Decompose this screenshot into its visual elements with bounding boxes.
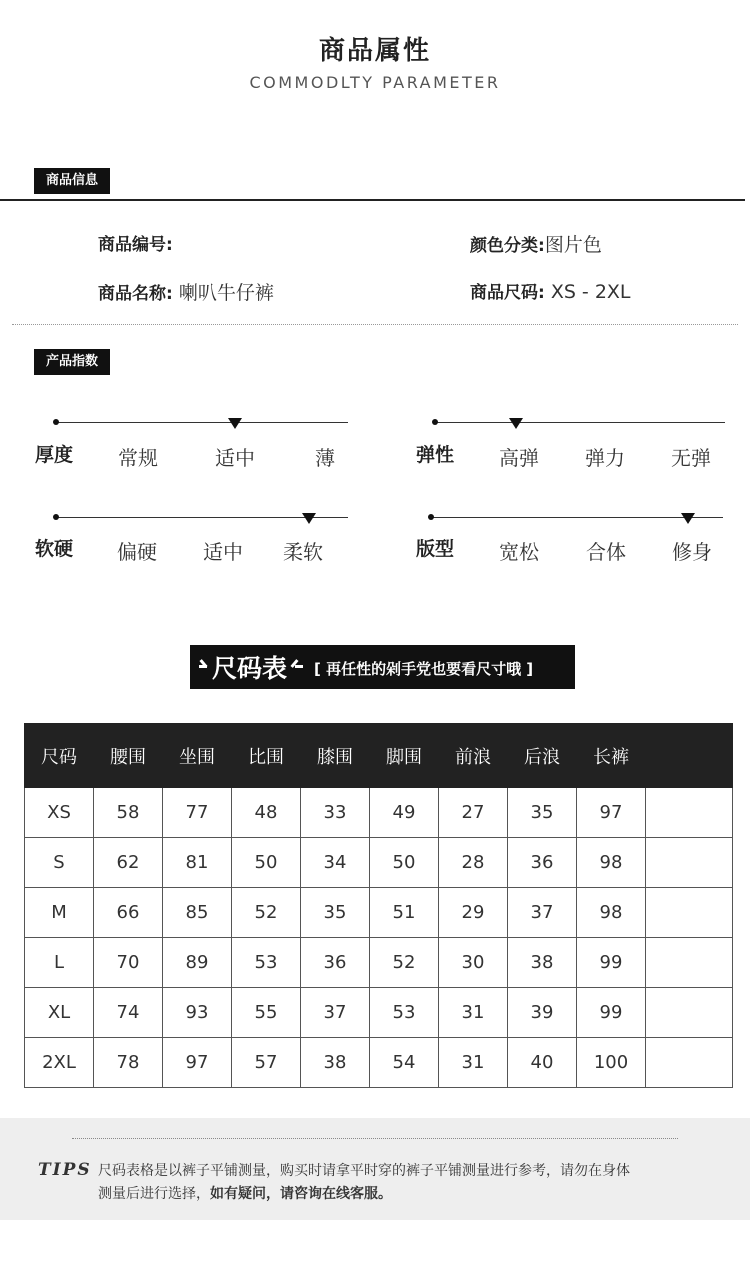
product-size-label: 商品尺码: [470, 283, 545, 303]
thickness-option-medium: 适中 [215, 446, 255, 470]
table-cell: 53 [370, 988, 439, 1038]
fit-option-slim: 修身 [672, 540, 712, 564]
table-cell: 78 [94, 1038, 163, 1088]
table-cell: 29 [439, 888, 508, 938]
table-cell: 52 [232, 888, 301, 938]
fit-option-regular: 合体 [586, 540, 626, 564]
tips-text [98, 1160, 738, 1206]
product-info-tag: 商品信息 [34, 168, 110, 194]
fit-label: 版型 [416, 538, 455, 560]
elasticity-option-stretch: 弹力 [585, 446, 625, 470]
softness-option-soft: 柔软 [283, 540, 323, 564]
table-cell: 38 [508, 938, 577, 988]
column-header: 比围 [232, 724, 301, 788]
table-cell: 38 [301, 1038, 370, 1088]
page-subtitle: COMMODLTY PARAMETER [249, 73, 501, 92]
table-cell: 52 [370, 938, 439, 988]
column-header: 长裤 [577, 724, 646, 788]
softness-option-medium: 适中 [203, 540, 243, 564]
table-cell: 35 [508, 788, 577, 838]
fit-option-loose: 宽松 [499, 540, 539, 564]
table-cell: 36 [301, 938, 370, 988]
table-cell: XL [25, 988, 94, 1038]
table-cell-blank [646, 1038, 733, 1088]
table-cell: S [25, 838, 94, 888]
table-cell: 37 [508, 888, 577, 938]
table-cell: 58 [94, 788, 163, 838]
table-cell: 54 [370, 1038, 439, 1088]
dotted-divider [12, 324, 738, 325]
product-color [470, 230, 602, 257]
table-cell: 66 [94, 888, 163, 938]
fit-marker-icon [681, 513, 695, 524]
elasticity-scale-start [432, 419, 438, 425]
column-header-blank [646, 724, 733, 788]
thickness-option-thin: 薄 [315, 446, 335, 470]
column-header: 坐围 [163, 724, 232, 788]
size-table [24, 723, 733, 1088]
table-row [25, 988, 733, 1038]
table-cell: 74 [94, 988, 163, 1038]
thickness-marker-icon [228, 418, 242, 429]
thickness-option-regular: 常规 [118, 446, 158, 470]
section-divider [0, 199, 745, 201]
table-row [25, 1038, 733, 1088]
table-cell: 31 [439, 1038, 508, 1088]
size-chart-subtitle: [ 再任性的剁手党也要看尺寸哦 ] [314, 660, 534, 678]
product-size-value: XS - 2XL [550, 281, 631, 303]
table-row [25, 788, 733, 838]
tips-label: TIPS [38, 1160, 92, 1180]
table-cell: 28 [439, 838, 508, 888]
table-cell: 85 [163, 888, 232, 938]
table-cell-blank [646, 888, 733, 938]
product-name-value: 喇叭牛仔裤 [178, 282, 274, 304]
table-row [25, 838, 733, 888]
softness-marker-icon [302, 513, 316, 524]
column-header: 脚围 [370, 724, 439, 788]
table-cell: 27 [439, 788, 508, 838]
table-cell: 98 [577, 838, 646, 888]
column-header: 尺码 [25, 724, 94, 788]
table-cell: 99 [577, 988, 646, 1038]
column-header: 腰围 [94, 724, 163, 788]
elasticity-option-none: 无弹 [671, 446, 711, 470]
table-cell: 100 [577, 1038, 646, 1088]
table-cell: 40 [508, 1038, 577, 1088]
table-cell: 39 [508, 988, 577, 1038]
table-cell: 57 [232, 1038, 301, 1088]
tips-line-2-bold: 如有疑问，请咨询在线客服。 [210, 1186, 392, 1202]
table-cell: 2XL [25, 1038, 94, 1088]
table-cell: 49 [370, 788, 439, 838]
table-cell-blank [646, 988, 733, 1038]
table-cell: 35 [301, 888, 370, 938]
product-color-label: 颜色分类: [470, 236, 545, 256]
elasticity-marker-icon [509, 418, 523, 429]
product-code-label: 商品编号: [98, 235, 173, 255]
table-cell-blank [646, 838, 733, 888]
table-cell: 36 [508, 838, 577, 888]
elasticity-label: 弹性 [416, 444, 455, 466]
table-cell: 50 [370, 838, 439, 888]
table-cell: 98 [577, 888, 646, 938]
tips-line-1: 尺码表格是以裤子平铺测量，购买时请拿平时穿的裤子平铺测量进行参考，请勿在身体 [98, 1163, 630, 1179]
table-cell: 81 [163, 838, 232, 888]
fit-scale-line [431, 517, 723, 518]
table-cell: 70 [94, 938, 163, 988]
thickness-label: 厚度 [35, 444, 74, 466]
table-cell: 53 [232, 938, 301, 988]
table-cell: L [25, 938, 94, 988]
fit-scale-start [428, 514, 434, 520]
size-chart-title: 尺码表 [212, 654, 288, 683]
tips-dotted-divider [72, 1138, 678, 1139]
table-cell: 62 [94, 838, 163, 888]
table-cell: 34 [301, 838, 370, 888]
table-cell: 99 [577, 938, 646, 988]
table-cell: 50 [232, 838, 301, 888]
table-cell: 77 [163, 788, 232, 838]
table-row [25, 938, 733, 988]
product-code [98, 230, 173, 255]
table-cell: 33 [301, 788, 370, 838]
thickness-scale-start [53, 419, 59, 425]
table-cell: 89 [163, 938, 232, 988]
sparkle-icon [295, 665, 303, 668]
table-cell-blank [646, 788, 733, 838]
column-header: 前浪 [439, 724, 508, 788]
page-title: 商品属性 [318, 36, 431, 66]
tips-line-2 [98, 1183, 738, 1206]
softness-option-hard: 偏硬 [117, 540, 157, 564]
table-cell: 55 [232, 988, 301, 1038]
tips-line-2-normal: 测量后进行选择， [98, 1186, 210, 1202]
table-cell: 37 [301, 988, 370, 1038]
table-cell: 48 [232, 788, 301, 838]
table-cell: 30 [439, 938, 508, 988]
table-cell: XS [25, 788, 94, 838]
product-index-tag: 产品指数 [34, 349, 110, 375]
elasticity-option-high: 高弹 [499, 446, 539, 470]
product-size-range [470, 278, 631, 303]
table-cell: 97 [163, 1038, 232, 1088]
elasticity-scale-line [435, 422, 725, 423]
softness-scale-start [53, 514, 59, 520]
table-row [25, 888, 733, 938]
table-cell: 97 [577, 788, 646, 838]
table-cell: 51 [370, 888, 439, 938]
table-header-row [25, 724, 733, 788]
product-name [98, 278, 274, 305]
table-cell: M [25, 888, 94, 938]
table-cell: 31 [439, 988, 508, 1038]
table-cell-blank [646, 938, 733, 988]
size-chart-banner [190, 645, 575, 689]
thickness-scale-line [56, 422, 348, 423]
column-header: 后浪 [508, 724, 577, 788]
sparkle-icon [199, 665, 207, 668]
product-color-value: 图片色 [544, 234, 602, 256]
product-name-label: 商品名称: [98, 284, 173, 304]
softness-label: 软硬 [35, 538, 74, 560]
table-cell: 93 [163, 988, 232, 1038]
column-header: 膝围 [301, 724, 370, 788]
